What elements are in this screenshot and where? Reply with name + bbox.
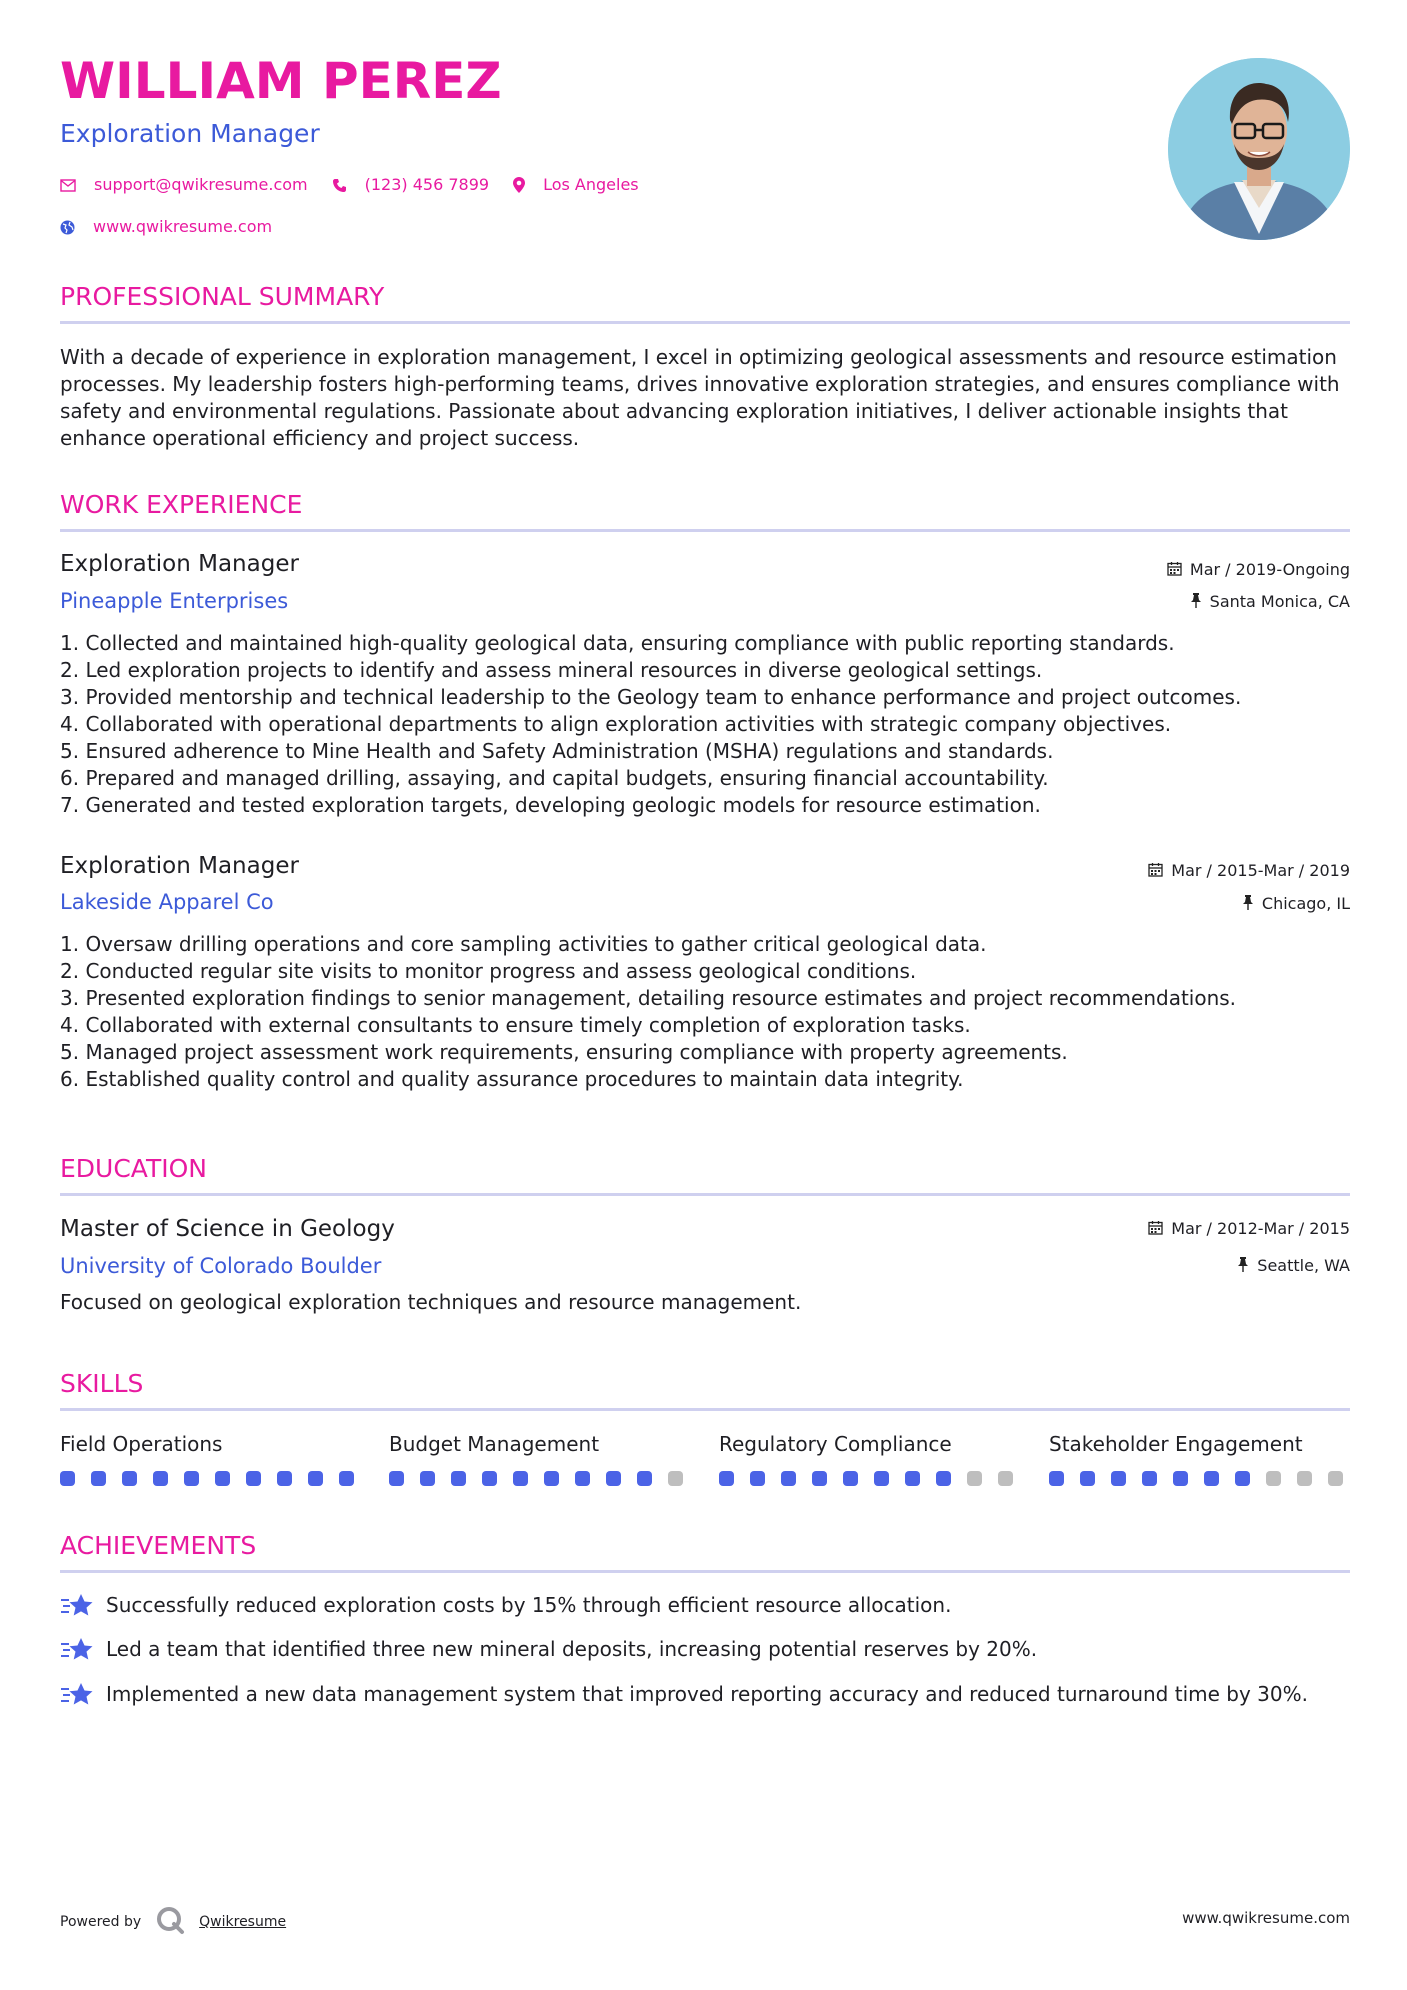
education-location-text: Seattle, WA [1257,1256,1350,1275]
list-item: 2. Conducted regular site visits to monitor progress and assess geological conditions. [60,959,917,983]
qwikresume-logo-icon [155,1905,185,1939]
candidate-name: WILLIAM PEREZ [60,52,502,110]
pin-icon [1190,593,1202,611]
skill-dot-empty [1297,1471,1312,1486]
skill-dot-filled [277,1471,292,1486]
skill-dot-filled [153,1471,168,1486]
job-dates-text: Mar / 2015-Mar / 2019 [1171,861,1350,880]
education-heading: EDUCATION [60,1154,207,1183]
achievement-text: Led a team that identified three new mineral deposits, increasing potential reserves by 20%. [106,1637,1038,1661]
achievement-item [60,1636,1350,1666]
skill-item [389,1434,683,1486]
skill-item [719,1434,1013,1486]
star-icon [60,1636,94,1666]
skill-name: Budget Management [389,1432,600,1456]
job-company: Lakeside Apparel Co [60,890,274,914]
skill-dot-filled [308,1471,323,1486]
qwikresume-link[interactable]: Qwikresume [199,1914,287,1930]
profile-photo [1168,58,1350,240]
job-dates [1167,561,1350,579]
phone-text: (123) 456 7899 [364,175,490,194]
skill-rating [389,1471,683,1486]
list-item: 3. Presented exploration findings to senior management, detailing resource estimates and project recommendations. [60,986,1237,1010]
skill-rating [60,1471,354,1486]
section-divider [60,1570,1350,1573]
job-bullets [60,931,1350,1093]
skill-dot-filled [1204,1471,1219,1486]
email-icon [60,179,76,192]
phone-icon [332,178,347,193]
education-location [1237,1257,1350,1275]
pin-icon [1237,1257,1249,1275]
skill-rating [1049,1471,1343,1486]
skill-dot-filled [91,1471,106,1486]
section-divider [60,529,1350,532]
skill-dot-filled [843,1471,858,1486]
skill-dot-filled [482,1471,497,1486]
skill-item [1049,1434,1343,1486]
skill-dot-filled [215,1471,230,1486]
achievement-item [60,1592,1350,1622]
skill-dot-filled [1235,1471,1250,1486]
star-icon [60,1681,94,1711]
school-name: University of Colorado Boulder [60,1254,382,1278]
degree-title: Master of Science in Geology [60,1216,395,1242]
skill-name: Field Operations [60,1432,223,1456]
list-item: 7. Generated and tested exploration targets, developing geologic models for resource estimation. [60,793,1041,817]
job-bullets [60,630,1350,819]
education-dates [1148,1220,1350,1238]
skill-dot-filled [60,1471,75,1486]
education-description: Focused on geological exploration techniques and resource management. [60,1290,802,1314]
skill-dot-filled [606,1471,621,1486]
globe-icon [60,220,75,235]
skill-dot-empty [1266,1471,1281,1486]
website-link[interactable]: www.qwikresume.com [93,217,273,236]
skill-dot-filled [389,1471,404,1486]
achievement-text: Successfully reduced exploration costs by 15% through efficient resource allocation. [106,1593,952,1617]
list-item: 2. Led exploration projects to identify and assess mineral resources in diverse geological settings. [60,658,1043,682]
calendar-icon [1167,561,1182,579]
job-location-text: Chicago, IL [1261,894,1350,913]
list-item: 4. Collaborated with external consultants to ensure timely completion of exploration tasks. [60,1013,971,1037]
location-text: Los Angeles [543,175,639,194]
education-dates-text: Mar / 2012-Mar / 2015 [1171,1219,1350,1238]
experience-heading: WORK EXPERIENCE [60,490,303,519]
skill-dot-filled [1049,1471,1064,1486]
skill-dot-filled [420,1471,435,1486]
skill-dot-filled [905,1471,920,1486]
skill-dot-filled [750,1471,765,1486]
location-pin-icon [513,177,525,193]
skill-dot-filled [874,1471,889,1486]
skill-dot-empty [998,1471,1013,1486]
skill-dot-filled [184,1471,199,1486]
skill-dot-filled [246,1471,261,1486]
skill-dot-filled [575,1471,590,1486]
skill-dot-empty [967,1471,982,1486]
star-icon [60,1592,94,1622]
job-dates-text: Mar / 2019-Ongoing [1189,560,1350,579]
contact-row [60,177,639,193]
skill-dot-filled [451,1471,466,1486]
achievement-text: Implemented a new data management system that improved reporting accuracy and reduced turnaround time by 30%. [106,1682,1308,1706]
skill-dot-empty [1328,1471,1343,1486]
list-item: 4. Collaborated with operational departments to align exploration activities with strategic company objectives. [60,712,1172,736]
summary-text: With a decade of experience in exploration management, I excel in optimizing geological assessments and resource estimation processes. My leadership fosters high-performing teams, drives innovative exploration strategies, and ensures compliance with safety and environmental regulations. Passionate about advancing exploration initiatives, I deliver actionable insights that enhance operational efficiency and project success. [60,345,1340,450]
skill-dot-filled [122,1471,137,1486]
skill-rating [719,1471,1013,1486]
powered-by-label: Powered by [60,1914,142,1930]
skill-dot-filled [812,1471,827,1486]
skill-name: Stakeholder Engagement [1049,1432,1303,1456]
section-divider [60,321,1350,324]
job-title: Exploration Manager [60,551,299,577]
section-divider [60,1408,1350,1411]
skill-dot-filled [719,1471,734,1486]
skill-dot-filled [1080,1471,1095,1486]
skill-dot-empty [668,1471,683,1486]
list-item: 6. Established quality control and quality assurance procedures to maintain data integrity. [60,1067,964,1091]
skills-heading: SKILLS [60,1369,144,1398]
job-dates [1148,862,1350,880]
list-item: 3. Provided mentorship and technical leadership to the Geology team to enhance performance and project outcomes. [60,685,1242,709]
list-item: 1. Oversaw drilling operations and core sampling activities to gather critical geological data. [60,932,987,956]
skill-dot-filled [637,1471,652,1486]
skill-dot-filled [1111,1471,1126,1486]
footer-powered-by [60,1905,286,1939]
achievement-item [60,1681,1350,1711]
list-item: 6. Prepared and managed drilling, assaying, and capital budgets, ensuring financial accountability. [60,766,1049,790]
skill-dot-filled [936,1471,951,1486]
list-item: 5. Managed project assessment work requirements, ensuring compliance with property agreements. [60,1040,1068,1064]
skill-dot-filled [781,1471,796,1486]
calendar-icon [1148,862,1163,880]
skill-dot-filled [339,1471,354,1486]
calendar-icon [1148,1220,1163,1238]
footer-url[interactable]: www.qwikresume.com [1182,1909,1350,1927]
email-link[interactable]: support@qwikresume.com [94,175,308,194]
skill-item [60,1434,354,1486]
pin-icon [1242,895,1254,913]
job-location-text: Santa Monica, CA [1209,592,1350,611]
skill-dot-filled [1142,1471,1157,1486]
summary-heading: PROFESSIONAL SUMMARY [60,282,385,311]
list-item: 1. Collected and maintained high-quality geological data, ensuring compliance with public reporting standards. [60,631,1175,655]
skill-name: Regulatory Compliance [719,1432,952,1456]
website-row [60,219,272,235]
achievements-heading: ACHIEVEMENTS [60,1531,257,1560]
job-location [1190,593,1350,611]
candidate-role: Exploration Manager [60,119,320,148]
skill-dot-filled [544,1471,559,1486]
job-company: Pineapple Enterprises [60,589,289,613]
job-title: Exploration Manager [60,853,299,879]
section-divider [60,1193,1350,1196]
list-item: 5. Ensured adherence to Mine Health and Safety Administration (MSHA) regulations and standards. [60,739,1054,763]
job-location [1242,895,1350,913]
skill-dot-filled [513,1471,528,1486]
skill-dot-filled [1173,1471,1188,1486]
